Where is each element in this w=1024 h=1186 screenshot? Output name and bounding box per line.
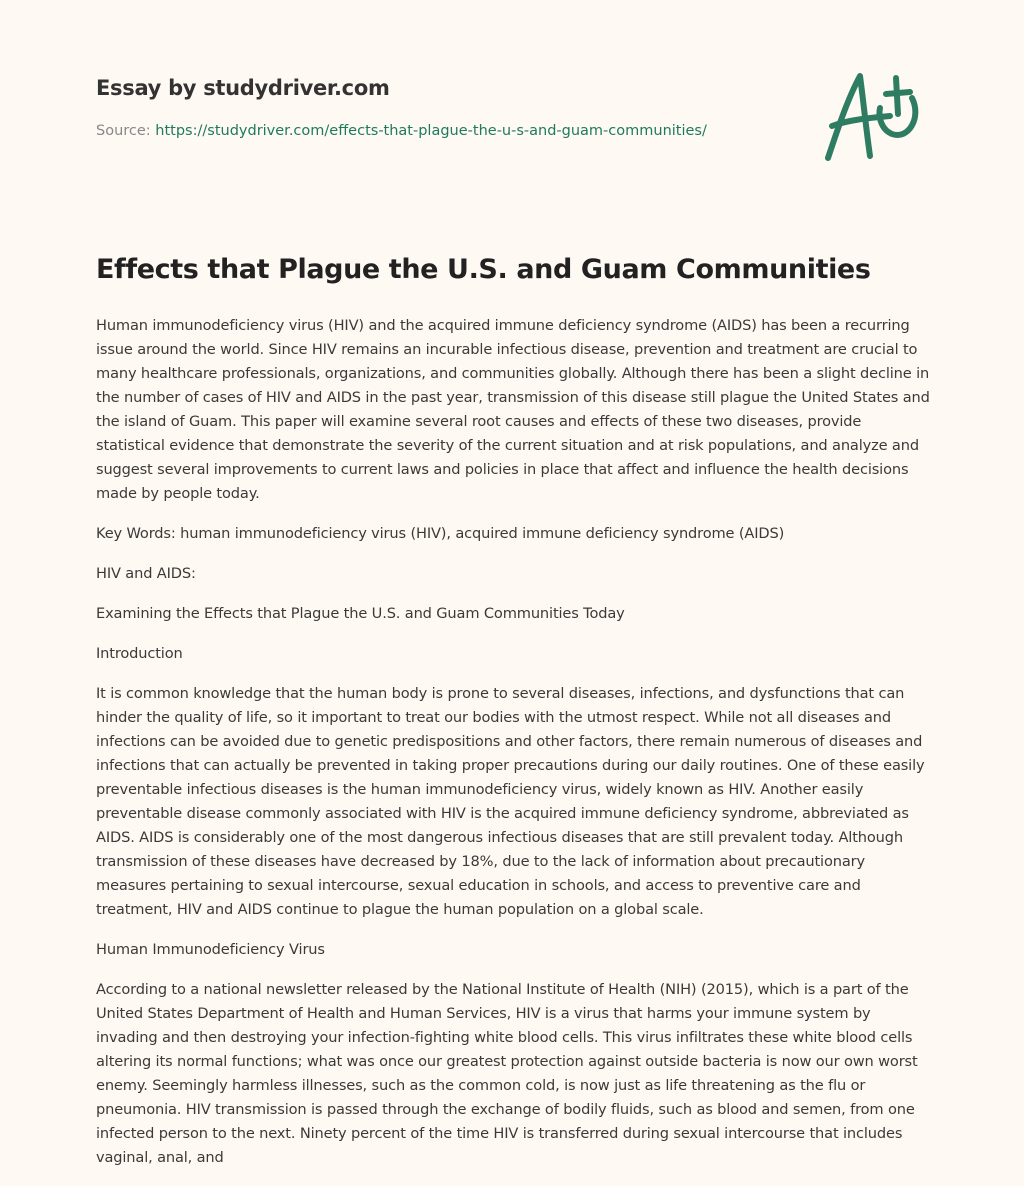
section-heading: Introduction (96, 645, 183, 662)
section-heading: HIV and AIDS: (96, 565, 196, 582)
subtitle-paragraph: Examining the Effects that Plague the U.S. and Guam Communities Today (96, 605, 625, 622)
site-brand: Essay by studydriver.com (96, 76, 390, 100)
source-line (96, 123, 707, 139)
hiv-paragraph: According to a national newsletter released by the National Institute of Health (NIH) (2015), which is a part of the United States Department of Health and Human Services, HIV is a virus that harms your immune system by invading and then destroying your infection-fighting white blood cells. This virus infiltrates these white blood cells altering its normal functions; what was once our greatest protection against outside bacteria is now our own worst enemy. Seemingly harmless illnesses, such as the common cold, is now just as life threatening as the flu or pneumonia. HIV transmission is passed through the exchange of bodily fluids, such as blood and semen, from one infected person to the next. Ninety percent of the time HIV is transferred during sexual intercourse that includes vaginal, anal, and (96, 981, 918, 1166)
abstract-paragraph: Human immunodeficiency virus (HIV) and the acquired immune deficiency syndrome (AIDS) has been a recurring issue around the world. Since HIV remains an incurable infectious disease, prevention and treatment are crucial to many healthcare professionals, organizations, and communities globally. Although there has been a slight decline in the number of cases of HIV and AIDS in the past year, transmission of this disease still plague the United States and the island of Guam. This paper will examine several root causes and effects of these two diseases, provide statistical evidence that demonstrate the severity of the current situation and at risk populations, and analyze and suggest several improvements to current laws and policies in place that affect and influence the health decisions made by people today. (96, 317, 930, 502)
section-heading: Human Immunodeficiency Virus (96, 941, 325, 958)
essay-body (96, 314, 932, 1186)
source-label: Source: (96, 123, 151, 139)
a-plus-logo-icon (818, 68, 928, 168)
keywords-paragraph: Key Words: human immunodeficiency virus (HIV), acquired immune deficiency syndrome (AIDS) (96, 525, 785, 542)
page-title: Effects that Plague the U.S. and Guam Communities (96, 254, 871, 285)
source-link[interactable]: https://studydriver.com/effects-that-plague-the-u-s-and-guam-communities/ (155, 123, 707, 139)
introduction-paragraph: It is common knowledge that the human body is prone to several diseases, infections, and dysfunctions that can hinder the quality of life, so it important to treat our bodies with the utmost respect. While not all diseases and infections can be avoided due to genetic predispositions and other factors, there remain numerous of diseases and infections that can actually be prevented in taking proper precautions during our daily routines. One of these easily preventable infectious diseases is the human immunodeficiency virus, widely known as HIV. Another easily preventable disease commonly associated with HIV is the acquired immune deficiency syndrome, abbreviated as AIDS. AIDS is considerably one of the most dangerous infectious diseases that are still prevalent today. Although transmission of these diseases have decreased by 18%, due to the lack of information about precautionary measures pertaining to sexual intercourse, sexual education in schools, and access to preventive care and treatment, HIV and AIDS continue to plague the human population on a global scale. (96, 685, 925, 918)
